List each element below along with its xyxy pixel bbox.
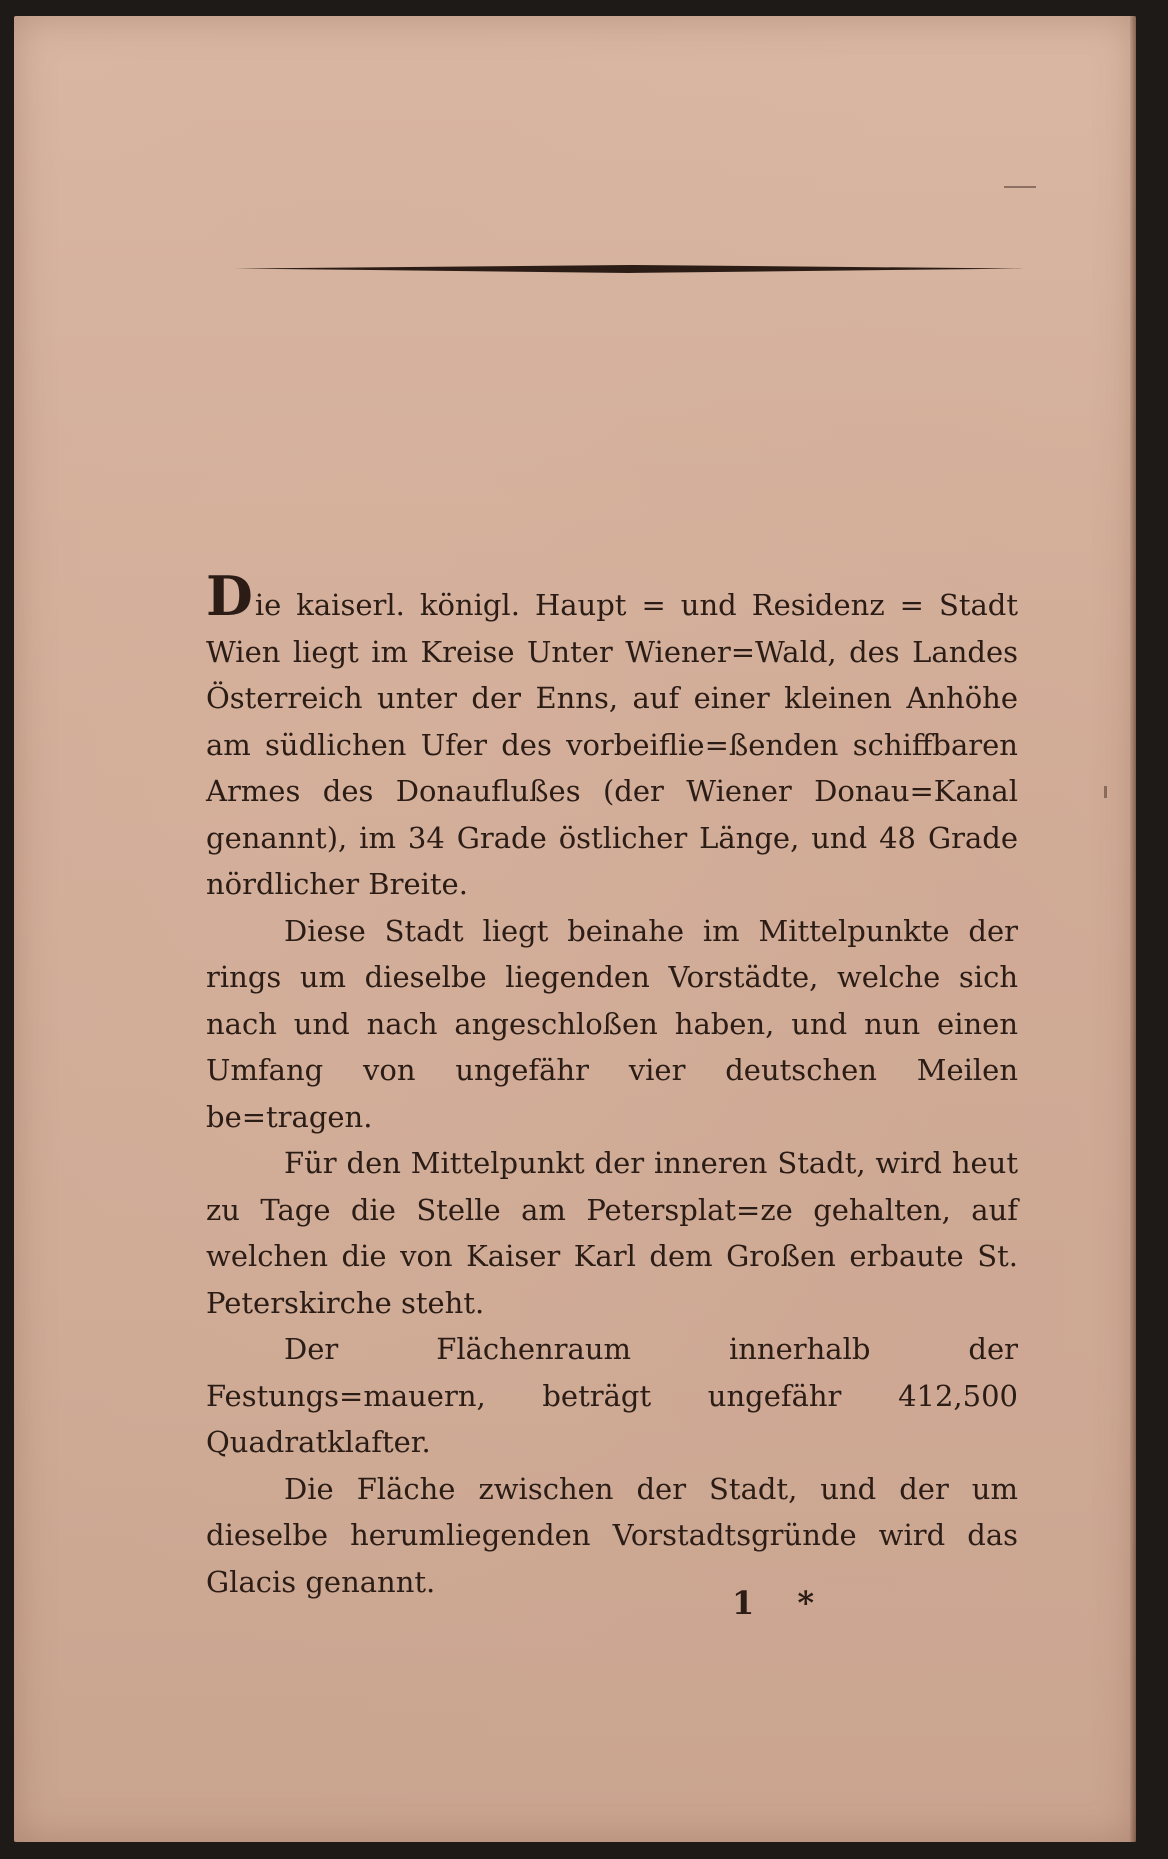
body-text <box>206 564 1018 1605</box>
paragraph-text: ie kaiserl. königl. Haupt = und Residenz = Stadt Wien liegt im Kreise Unter Wiener=Wald, des Landes Österreich unter der Enns, auf einer kleinen Anhöhe am südlichen Ufer des vorbeiflie=ßenden schiffbaren Armes des Donauflußes (der Wiener Donau=Kanal genannt), im 34 Grade östlicher Länge, und 48 Grade nördlicher Breite. <box>206 588 1018 901</box>
paragraph-4: Der Flächenraum innerhalb der Festungs=mauern, beträgt ungefähr 412,500 Quadratklafter. <box>206 1332 1018 1459</box>
paragraph-3: Für den Mittelpunkt der inneren Stadt, wird heut zu Tage die Stelle am Petersplat=ze gehalten, auf welchen die von Kaiser Karl dem Großen erbaute St. Peterskirche steht. <box>206 1146 1018 1320</box>
paragraph-5: Die Fläche zwischen der Stadt, und der um dieselbe herumliegenden Vorstadtsgründe wird das Glacis genannt. <box>206 1471 1018 1599</box>
page-edge <box>1130 16 1136 1842</box>
signature-mark: 1 * <box>732 1584 831 1622</box>
decorative-rule <box>234 264 1024 274</box>
paragraph-1 <box>206 564 1018 908</box>
paragraph-2: Diese Stadt liegt beinahe im Mittelpunkte der rings um dieselbe liegenden Vorstädte, welche sich nach und nach angeschloßen haben, und nun einen Umfang von ungefähr vier deutschen Meilen be=tragen. <box>206 913 1018 1134</box>
paper-mark <box>1004 186 1036 188</box>
paper-mark <box>1104 786 1107 798</box>
drop-cap: D <box>206 564 253 628</box>
rule-line-graphic <box>234 264 1024 274</box>
paper-page <box>14 16 1136 1842</box>
